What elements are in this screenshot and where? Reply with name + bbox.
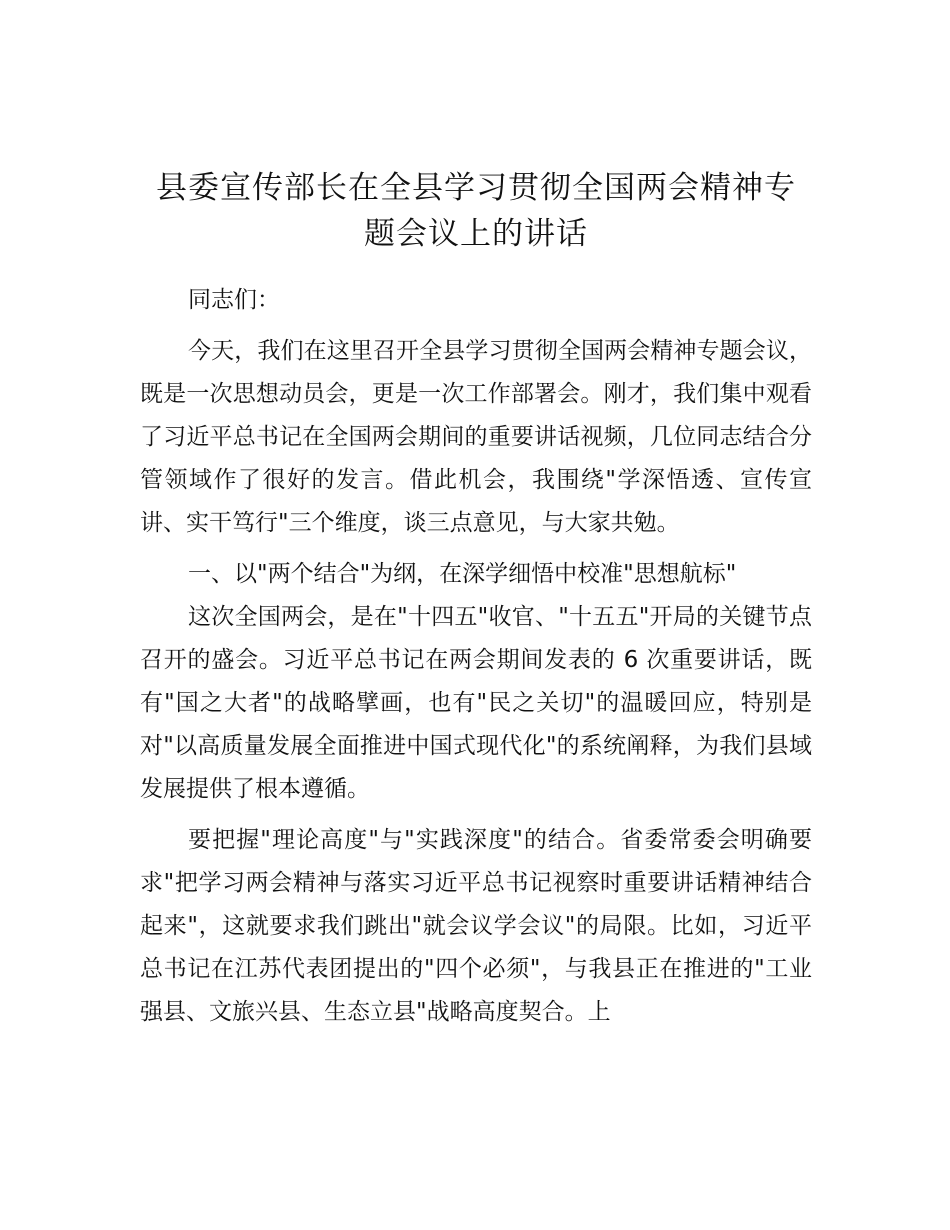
document-title bbox=[136, 165, 816, 257]
document-page bbox=[140, 165, 812, 1034]
paragraph-combination: 要把握"理论高度"与"实践深度"的结合。省委常委会明确要求"把学习两会精神与落实习近平总书记视察时重要讲话精神结合起来"，这就要求我们跳出"就会议学会议"的局限。比如，习近平总书记在江苏代表团提出的"四个必须"，与我县正在推进的"工业强县、文旅兴县、生态立县"战略高度契合。上 bbox=[140, 827, 812, 1025]
salutation: 同志们： bbox=[188, 287, 280, 313]
paragraph-context: 这次全国两会，是在"十四五"收官、"十五五"开局的关键节点召开的盛会。习近平总书记在两会期间发表的 6 次重要讲话，既有"国之大者"的战略擘画，也有"民之关切"的温暖回应，特别是对"以高质量发展全面推进中国式现代化"的系统阐释，为我们县域发展提供了根本遵循。 bbox=[140, 604, 812, 802]
title-line-1: 县委宣传部长在全县学习贯彻全国两会精神专 bbox=[156, 170, 796, 206]
title-line-2: 题会议上的讲话 bbox=[364, 216, 588, 252]
paragraph-opening: 今天，我们在这里召开全县学习贯彻全国两会精神专题会议，既是一次思想动员会，更是一次工作部署会。刚才，我们集中观看了习近平总书记在全国两会期间的重要讲话视频，几位同志结合分管领域作了很好的发言。借此机会，我围绕"学深悟透、宣传宣讲、实干笃行"三个维度，谈三点意见，与大家共勉。 bbox=[140, 338, 812, 536]
section-heading-1: 一、以"两个结合"为纲，在深学细悟中校准"思想航标" bbox=[188, 561, 737, 587]
